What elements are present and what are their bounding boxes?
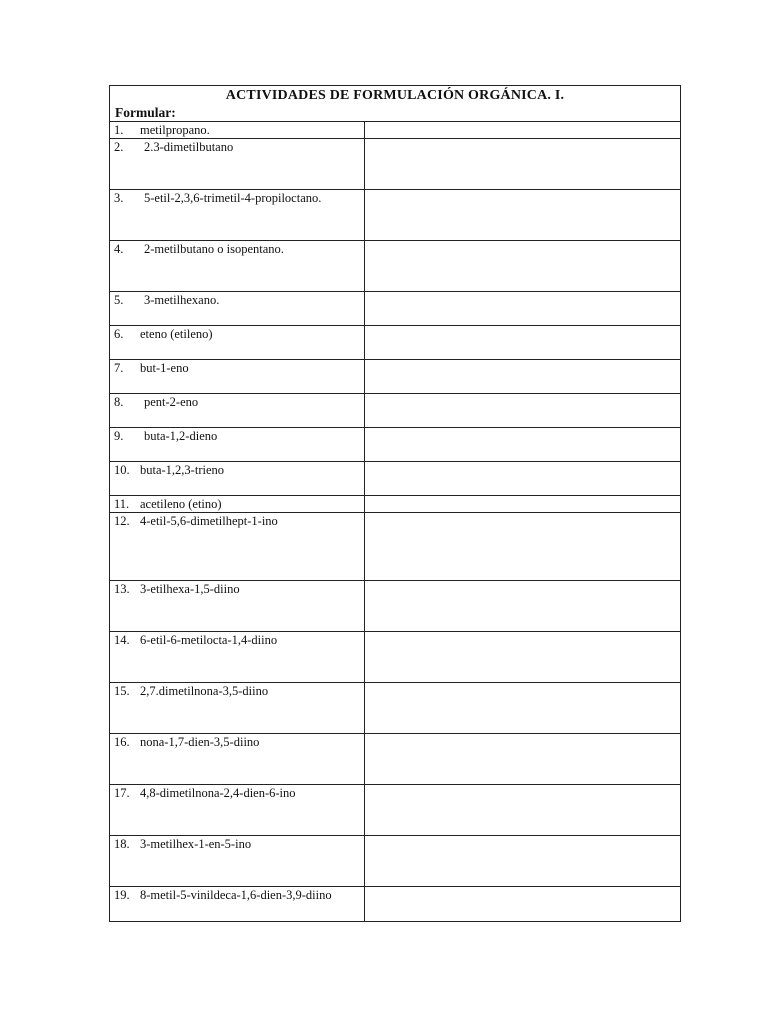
row-number: 11. xyxy=(114,497,130,511)
compound-name-cell xyxy=(110,360,365,393)
compound-name: metilpropano. xyxy=(140,123,210,137)
row-number: 6. xyxy=(114,327,124,341)
table-row xyxy=(110,326,680,360)
compound-name-cell xyxy=(110,241,365,291)
answer-cell[interactable] xyxy=(365,836,680,886)
compound-name: 2,7.dimetilnona-3,5-diino xyxy=(140,684,269,698)
compound-name: 3-etilhexa-1,5-diino xyxy=(140,582,240,596)
answer-cell[interactable] xyxy=(365,139,680,189)
row-number: 15. xyxy=(114,684,130,698)
compound-name: 4-etil-5,6-dimetilhept-1-ino xyxy=(140,514,278,528)
table-row xyxy=(110,292,680,326)
answer-cell[interactable] xyxy=(365,241,680,291)
table-row xyxy=(110,632,680,683)
compound-name: acetileno (etino) xyxy=(140,497,222,511)
row-number: 8. xyxy=(114,395,124,409)
answer-cell[interactable] xyxy=(365,632,680,682)
compound-name: buta-1,2-dieno xyxy=(144,429,218,443)
answer-cell[interactable] xyxy=(365,462,680,495)
answer-cell[interactable] xyxy=(365,513,680,580)
worksheet-table xyxy=(109,85,681,922)
row-number: 2. xyxy=(114,140,124,154)
row-number: 5. xyxy=(114,293,124,307)
row-number: 19. xyxy=(114,888,130,902)
answer-cell[interactable] xyxy=(365,683,680,733)
document-subtitle: Formular: xyxy=(115,105,176,120)
table-row xyxy=(110,428,680,462)
table-header xyxy=(110,86,680,122)
compound-name-cell xyxy=(110,632,365,682)
table-row xyxy=(110,683,680,734)
compound-name: 5-etil-2,3,6-trimetil-4-propiloctano. xyxy=(144,191,322,205)
row-number: 13. xyxy=(114,582,130,596)
row-number: 12. xyxy=(114,514,130,528)
compound-name-cell xyxy=(110,190,365,240)
compound-name: but-1-eno xyxy=(140,361,189,375)
compound-name: 8-metil-5-vinildeca-1,6-dien-3,9-diino xyxy=(140,888,332,902)
answer-cell[interactable] xyxy=(365,887,680,921)
answer-cell[interactable] xyxy=(365,122,680,138)
table-row xyxy=(110,139,680,190)
answer-cell[interactable] xyxy=(365,581,680,631)
table-row xyxy=(110,581,680,632)
compound-name-cell xyxy=(110,428,365,461)
answer-cell[interactable] xyxy=(365,394,680,427)
row-number: 1. xyxy=(114,123,124,137)
compound-name-cell xyxy=(110,683,365,733)
compound-name-cell xyxy=(110,513,365,580)
compound-name-cell xyxy=(110,496,365,512)
table-row xyxy=(110,836,680,887)
answer-cell[interactable] xyxy=(365,190,680,240)
compound-name-cell xyxy=(110,326,365,359)
compound-name: 4,8-dimetilnona-2,4-dien-6-ino xyxy=(140,786,296,800)
row-number: 7. xyxy=(114,361,124,375)
table-row xyxy=(110,734,680,785)
document-title: ACTIVIDADES DE FORMULACIÓN ORGÁNICA. I. xyxy=(225,88,565,103)
compound-name: eteno (etileno) xyxy=(140,327,213,341)
table-row xyxy=(110,241,680,292)
row-number: 3. xyxy=(114,191,124,205)
table-row xyxy=(110,513,680,581)
row-number: 16. xyxy=(114,735,130,749)
compound-name: 3-metilhexano. xyxy=(144,293,220,307)
compound-name: nona-1,7-dien-3,5-diino xyxy=(140,735,260,749)
compound-name: 3-metilhex-1-en-5-ino xyxy=(140,837,252,851)
compound-name: 6-etil-6-metilocta-1,4-diino xyxy=(140,633,278,647)
compound-name-cell xyxy=(110,836,365,886)
compound-name-cell xyxy=(110,122,365,138)
answer-cell[interactable] xyxy=(365,428,680,461)
table-row xyxy=(110,360,680,394)
answer-cell[interactable] xyxy=(365,785,680,835)
compound-name: 2-metilbutano o isopentano. xyxy=(144,242,284,256)
answer-cell[interactable] xyxy=(365,496,680,512)
row-number: 14. xyxy=(114,633,130,647)
compound-name-cell xyxy=(110,785,365,835)
compound-name-cell xyxy=(110,462,365,495)
row-number: 10. xyxy=(114,463,130,477)
compound-name: buta-1,2,3-trieno xyxy=(140,463,225,477)
table-row xyxy=(110,122,680,139)
answer-cell[interactable] xyxy=(365,360,680,393)
compound-name: 2.3-dimetilbutano xyxy=(144,140,234,154)
answer-cell[interactable] xyxy=(365,292,680,325)
compound-name-cell xyxy=(110,139,365,189)
answer-cell[interactable] xyxy=(365,326,680,359)
row-number: 17. xyxy=(114,786,130,800)
table-row xyxy=(110,887,680,921)
compound-name-cell xyxy=(110,734,365,784)
row-number: 4. xyxy=(114,242,124,256)
compound-name-cell xyxy=(110,394,365,427)
compound-name-cell xyxy=(110,581,365,631)
table-row xyxy=(110,785,680,836)
compound-name-cell xyxy=(110,292,365,325)
table-row xyxy=(110,462,680,496)
row-number: 9. xyxy=(114,429,124,443)
compound-name-cell xyxy=(110,887,365,921)
table-row xyxy=(110,190,680,241)
table-row xyxy=(110,394,680,428)
compound-name: pent-2-eno xyxy=(144,395,199,409)
row-number: 18. xyxy=(114,837,130,851)
table-row xyxy=(110,496,680,513)
answer-cell[interactable] xyxy=(365,734,680,784)
